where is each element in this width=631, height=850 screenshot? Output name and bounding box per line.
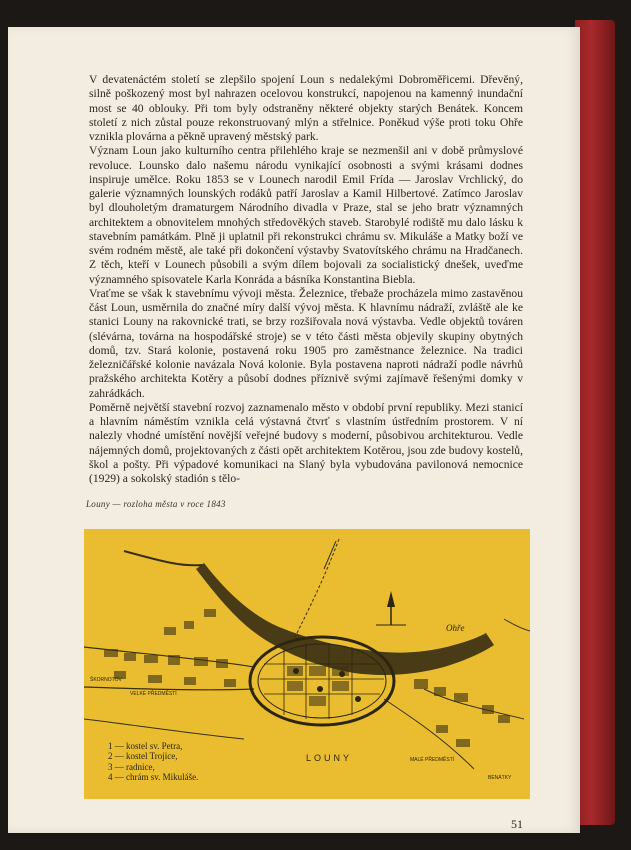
town-map-1843 [84, 529, 530, 799]
town-label: LOUNY [306, 753, 353, 763]
book-spine [575, 20, 615, 825]
legend-item: 1 — kostel sv. Petra, [108, 741, 183, 751]
book-page [8, 27, 580, 833]
river-ohre [196, 563, 494, 675]
page-number: 51 [511, 817, 523, 831]
body-text [89, 73, 523, 486]
suburb-label: ŠKORNOTOV [90, 677, 122, 683]
suburb-label: MALÉ PŘEDMĚSTÍ [410, 757, 455, 763]
paragraph: Poměrně největší stavební rozvoj zaznamenalo město v období první republiky. Mezi stanicí a hlavním náměstím vznikla celá výstavná čtvrť s vlastním ústředním prostorem. V ní nalezly vhodné umístění novější veřejné budovy s moderní, působivou architekturou. Vedle nájemných domů, projektovaných z části opět architektem Kotěrou, jsou zde budovy kostelů, škol a pošty. Při výpadové komunikaci na Slaný byla vybudována pavilonová nemocnice (1929) a sokolský stadión s tělo- [89, 400, 523, 485]
legend-item: 2 — kostel Trojice, [108, 751, 178, 762]
legend-item: 3 — radnice, [108, 761, 155, 772]
suburb-label: BENÁTKY [488, 775, 512, 781]
map-legend [108, 741, 198, 783]
paragraph: V devatenáctém století se zlepšilo spojení Loun s nedalekými Dobroměřicemi. Dřevěný, silně poškozený most byl nahrazen ocelovou konstrukcí, napojenou na kamenný inundační most se 40 oblouky. Při tom byly odstraněny některé objekty starých Benátek. Koncem století z nich zůstal pouze rekonstruovaný mlýn a střelnice. Poněkud výše proti toku Ohře vznikla plovárna a pěkně upravený městský park. [89, 73, 523, 143]
map-caption: Louny — rozloha města v roce 1843 [86, 499, 226, 509]
paragraph: Význam Loun jako kulturního centra přilehlého kraje se nezmenšil ani v době průmyslové revoluce. Lounsko dalo našemu národu vynikající osobnosti a svými krásami dodnes inspiruje umělce. Roku 1853 se v Lounech narodil Emil Frída — Jaroslav Vrchlický, do galerie významných lounských rodáků patří Jaroslav a Kamil Hilbertové. Zatímco Jaroslav byl dlouholetým dramaturgem Národního divadla v Praze, stal se jeho bratr významných architektem a obnovitelem mnohých středověkých staveb. Starobylé rodiště mu dalo lásku k stavebním památkám. Plně ji uplatnil při rekonstrukci chrámu sv. Mikuláše a Matky boží ve svém rodném městě, ale také při dokončení výstavby Svatovítského chrámu na Hradčanech. Z těch, kteří v Lounech působili a svým dílem bojovali za socialistický dnešek, uveďme významného spisovatele Karla Konráda a básníka Konstantina Biebla. [89, 144, 523, 286]
suburb-label: VELKÉ PŘEDMĚSTÍ [130, 691, 177, 697]
north-arrow-icon [376, 591, 406, 625]
paragraph: Vraťme se však k stavebnímu vývoji města. Železnice, třebaže procházela mimo zastavěnou část Loun, usměrnila do značné míry další vývoj města. K hlavnímu nádraží, zvláště ale ke stanici Louny na rakovnické trati, se brzy rozšiřovala nová výstavba. Vedle objektů továren (slévárna, továrna na hospodářské stroje) se v této části města objevily skupiny obytných domů, tzv. Stará kolonie, postavená roku 1905 pro zaměstnance železnice. Na tradici železničářské kolonie navázala Nová kolonie. Byla postavena naproti nádraží podle návrhů pražského architekta Kotěry a působí dodnes příznivě svými zajímavě řešenými domky v zahrádkách. [89, 286, 523, 400]
river-label: Ohře [446, 623, 465, 633]
legend-item: 4 — chrám sv. Mikuláše. [108, 772, 199, 783]
